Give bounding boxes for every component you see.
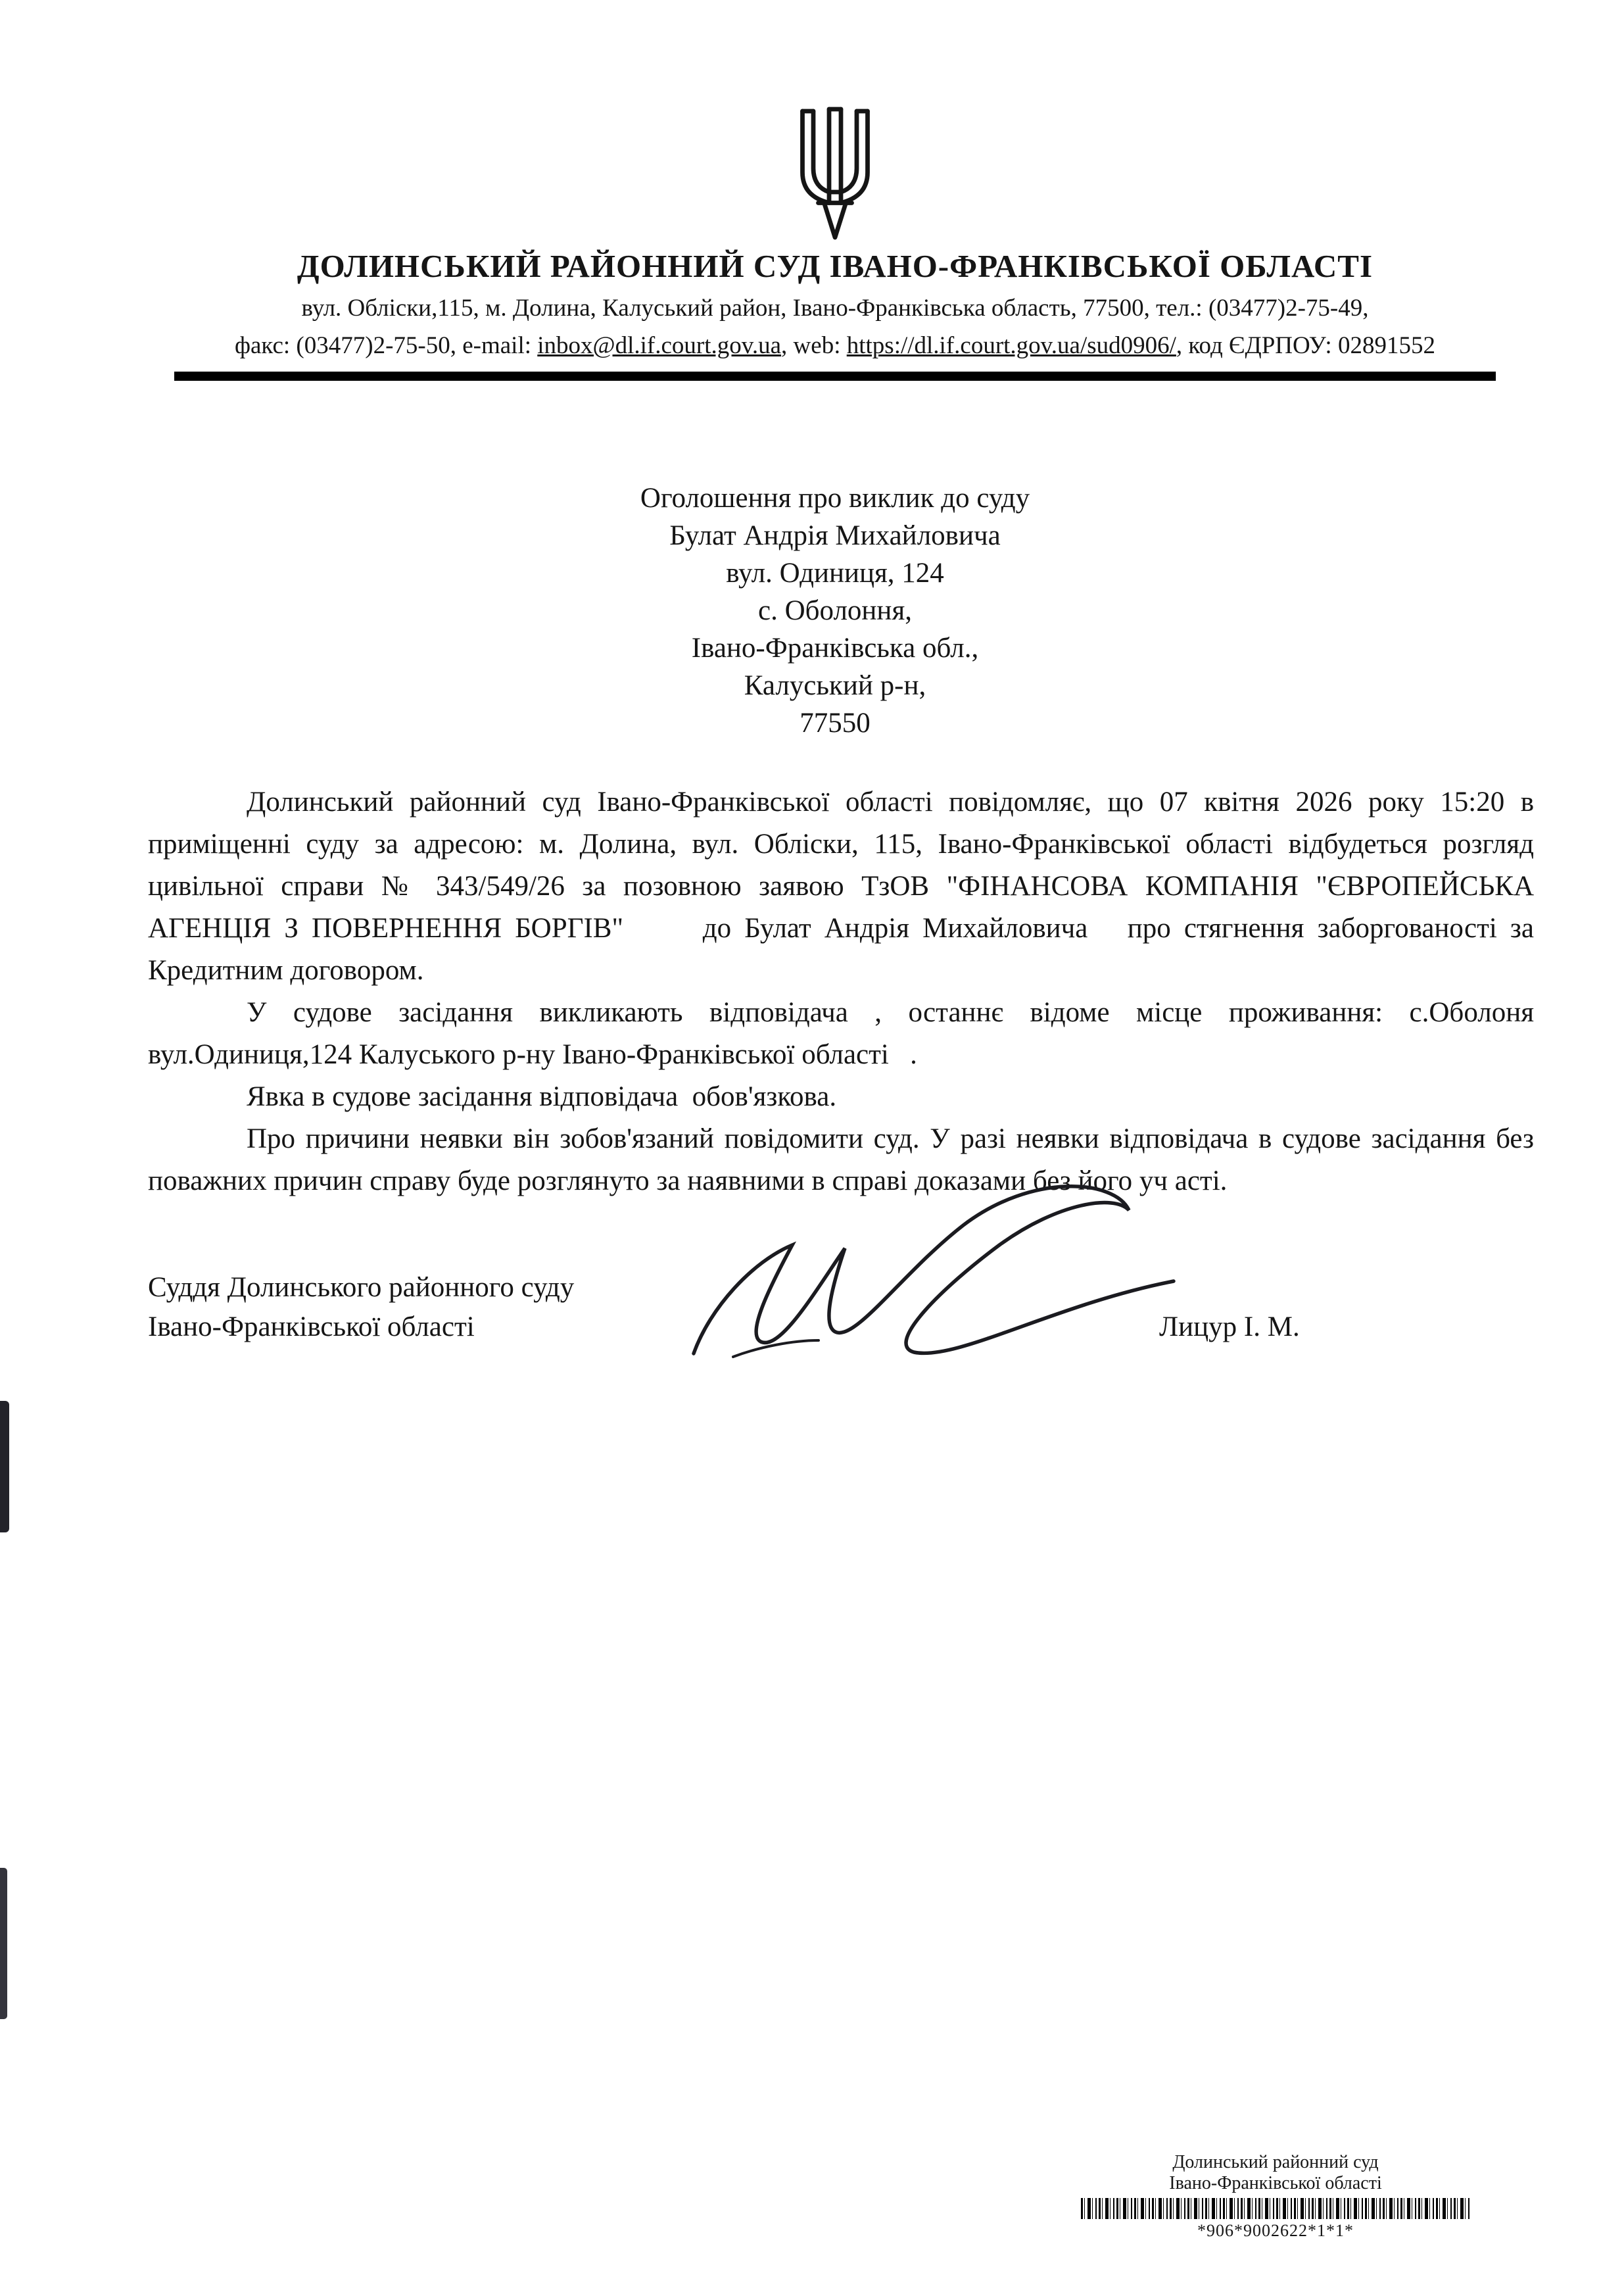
recipient-district: Калуський р-н, bbox=[744, 670, 926, 701]
scan-artifact bbox=[0, 1401, 9, 1532]
recipient-village: с. Оболоння, bbox=[758, 595, 912, 626]
scan-artifact bbox=[0, 1868, 7, 2019]
document-body bbox=[148, 781, 1534, 1202]
court-name: ДОЛИНСЬКИЙ РАЙОННИЙ СУД ІВАНО-ФРАНКІВСЬКОЇ ОБЛАСТІ bbox=[297, 248, 1373, 284]
body-paragraph-2: У судове засідання викликають відповідача , останнє відоме місце проживання: с.Оболоня вул.Одиниця,124 Калуського р-ну Івано-Франківської області . bbox=[148, 997, 1534, 1070]
document-barcode bbox=[1081, 2198, 1470, 2219]
judge-title-line-2: Івано-Франківської області bbox=[148, 1311, 475, 1342]
contact-mid: , web: bbox=[781, 332, 847, 359]
judge-title bbox=[148, 1268, 574, 1347]
recipient-block bbox=[174, 479, 1496, 742]
judge-title-line-1: Суддя Долинського районного суду bbox=[148, 1272, 575, 1303]
signature-block bbox=[148, 1242, 1534, 1360]
email-link[interactable]: inbox@dl.if.court.gov.ua bbox=[537, 332, 782, 359]
website-link[interactable]: https://dl.if.court.gov.ua/sud0906/ bbox=[846, 332, 1176, 359]
body-paragraph-3: Явка в судове засідання відповідача обов'язкова. bbox=[247, 1081, 837, 1112]
contact-prefix: факс: (03477)2-75-50, e-mail: bbox=[235, 332, 538, 359]
footer-stamp bbox=[1078, 2152, 1473, 2241]
barcode-number: *906*9002622*1*1* bbox=[1197, 2221, 1354, 2240]
body-paragraph-4: Про причини неявки він зобов'язаний повідомити суд. У разі неявки відповідача в судове засідання без поважних причин справу буде розглянуто за наявними в справі доказами без його уч асті. bbox=[148, 1123, 1534, 1196]
contact-suffix: , код ЄДРПОУ: 02891552 bbox=[1176, 332, 1435, 359]
header-divider bbox=[174, 372, 1496, 381]
judge-name: Лицур І. М. bbox=[1159, 1311, 1300, 1342]
court-address-line-2 bbox=[174, 331, 1496, 360]
recipient-region: Івано-Франківська обл., bbox=[691, 633, 979, 664]
summons-title: Оголошення про виклик до суду bbox=[640, 483, 1030, 514]
footer-court-line-1: Долинський районний суд bbox=[1172, 2152, 1379, 2172]
body-paragraph-1: Долинський районний суд Івано-Франківської області повідомляє, що 07 квітня 2026 року 15:20 в приміщенні суду за адресою: м. Долина, вул. Обліски, 115, Івано-Франківської області відбудеться розгляд цивільної справи № 343/549/26 за позовною заявою ТзОВ "ФІНАНСОВА КОМПАНІЯ "ЄВРОПЕЙСЬКА АГЕНЦІЯ З ПОВЕРНЕННЯ БОРГІВ" до Булат Андрія Михайловича про стягнення заборгованості за Кредитним договором. bbox=[148, 787, 1534, 986]
ukraine-trident-icon bbox=[786, 105, 884, 243]
recipient-street: вул. Одиниця, 124 bbox=[726, 558, 944, 589]
document-header bbox=[174, 0, 1496, 381]
recipient-name: Булат Андрія Михайловича bbox=[669, 520, 1001, 551]
recipient-postcode: 77550 bbox=[800, 708, 871, 739]
court-address-line-1: вул. Обліски,115, м. Долина, Калуський район, Івано-Франківська область, 77500, тел.: (03477)2-75-49, bbox=[301, 295, 1369, 322]
footer-court-line-2: Івано-Франківської області bbox=[1169, 2173, 1382, 2193]
